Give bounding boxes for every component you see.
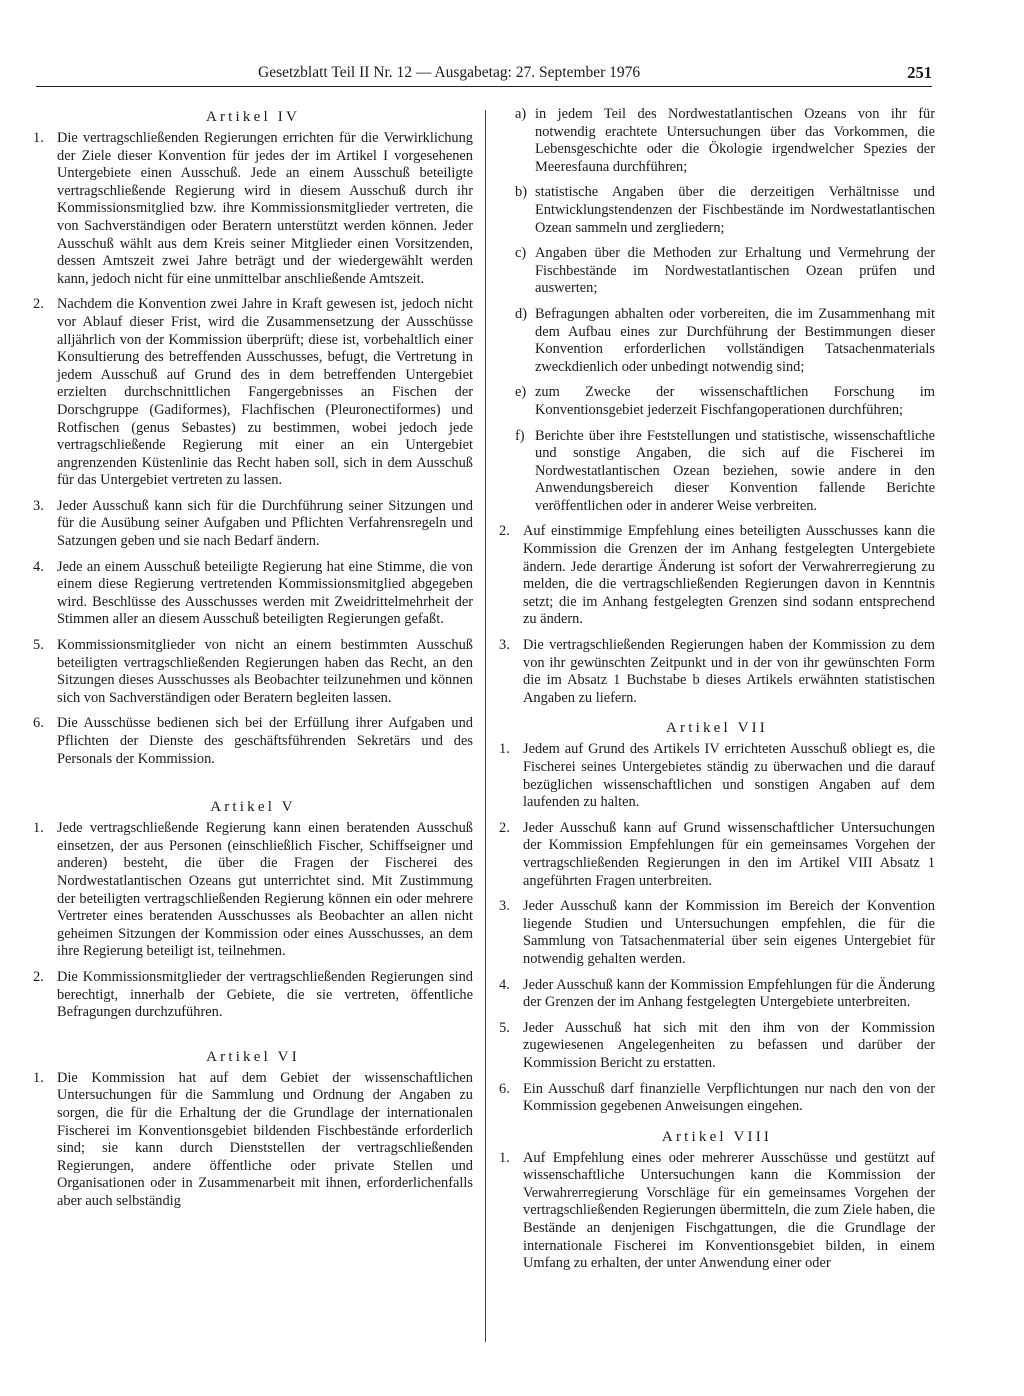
item-number: 2. [33, 968, 44, 985]
article-5-item [33, 969, 473, 1022]
item-text: Die vertragschließenden Regierungen errichten für die Verwirklichung der Ziele dieser Konvention für jedes der im Artikel I vorgesehenen Untergebiete einen Ausschuß. Jede an einem Ausschuß beteiligte vertragschließende Regierung wird in diesem Ausschuß durch ihr Kommissionsmitglied bzw. ihre Kommissionsmitglieder vertreten, die von Sachverständigen oder Beratern unterstützt werden können. Jeder Ausschuß wählt aus dem Kreis seiner Mitglieder einen Vorsitzenden, dessen Amtszeit zwei Jahre beträgt und der wiedergewählt werden kann, jedoch nicht für eine unmittelbar anschließende Amtszeit. [57, 130, 473, 287]
item-number: 4. [499, 976, 510, 993]
article-6-item [499, 637, 935, 707]
item-text: Jedem auf Grund des Artikels IV errichteten Ausschuß obliegt es, die Fischerei seines Untergebietes ständig zu überwachen und die darauf bezüglichen wissenschaftlichen und sonstigen Angaben auf dem laufenden zu halten. [523, 741, 935, 811]
article-7-item [499, 977, 935, 1012]
item-text: Jeder Ausschuß hat sich mit den ihm von der Kommission zugewiesenen Angelegenheiten zu befassen und darüber der Kommission Bericht zu erstatten. [523, 1019, 935, 1071]
subitem-letter: f) [515, 427, 525, 444]
subitem-text: zum Zwecke der wissenschaftlichen Forschung im Konventionsgebiet jederzeit Fischfangoperationen durchführen; [535, 384, 935, 418]
article-8-heading: Artikel VIII [661, 1128, 773, 1145]
item-number: 2. [499, 819, 510, 836]
item-text: Jeder Ausschuß kann der Kommission Empfehlungen für die Änderung der Grenzen der im Anhang festgelegten Untergebiete unterbreiten. [523, 976, 935, 1011]
article-6-subitem [499, 384, 935, 419]
column-divider [485, 110, 486, 1342]
item-number: 3. [499, 898, 510, 915]
article-7-item [499, 1020, 935, 1073]
item-text: Die vertragschließenden Regierungen haben der Kommission zu dem von ihr gewünschten Zeitpunkt und in der von ihr gewünschten Form die im Absatz 1 Buchstabe b dieses Artikels erwähnten statistischen Angaben zu liefern. [523, 637, 935, 706]
left-column [33, 106, 473, 1218]
item-number: 1. [33, 130, 44, 146]
article-6-item [33, 1070, 473, 1211]
subitem-letter: d) [515, 305, 527, 322]
article-4-item [33, 498, 473, 551]
subitem-letter: b) [515, 184, 527, 201]
subitem-letter: e) [515, 384, 527, 401]
subitem-text: Angaben über die Methoden zur Erhaltung und Vermehrung der Fischbestände im Nordwestatlantischen Ozean prüfen und auswerten; [535, 245, 935, 297]
item-text: Jeder Ausschuß kann auf Grund wissenschaftlicher Untersuchungen der Kommission Empfehlungen für ein gemeinsames Vorgehen der vertragschließenden Regierungen in den im Artikel VIII Absatz 1 angeführten Fragen unterbreiten. [523, 819, 935, 889]
item-text: Die Kommission hat auf dem Gebiet der wissenschaftlichen Untersuchungen für die Sammlung und Ordnung der Angaben zu sorgen, die für die Erhaltung der die Grundlage der internationalen Fischerei im Konventionsgebiet bildenden Fischbestände erforderlich sind; sie kann durch Dienststellen der vertragschließenden Regierungen, andere öffentliche oder private Stellen und Organisationen oder in Zusammenarbeit mit ihnen, erforderlichenfalls aber auch selbständig [57, 1069, 473, 1209]
subitem-text: in jedem Teil des Nordwestatlantischen Ozeans von ihr für notwendig erachtete Untersuchungen über das Vorkommen, die Lebensgeschichte oder die Ökologie irgendwelcher Spezies der Meeresfauna durchführen; [535, 106, 935, 175]
item-number: 2. [33, 296, 44, 313]
article-4-heading: Artikel IV [205, 109, 301, 125]
article-6-subitem [499, 306, 935, 376]
item-number: 3. [499, 637, 510, 654]
item-text: Auf einstimmige Empfehlung eines beteiligten Ausschusses kann die Kommission die Grenzen der im Anhang festgelegten Untergebiete ändern. Jede derartige Änderung ist sofort der Verwahrerregierung zu melden, die die vertragschließenden Regierungen davon in Kenntnis setzt; die im Anhang festgelegten Grenzen sind sodann entsprechend zu ändern. [523, 523, 935, 628]
subitem-text: Befragungen abhalten oder vorbereiten, die im Zusammenhang mit dem Aufbau eines zur Durchführung der Bestimmungen dieser Konvention erforderlichen vollständigen Tatsachenmaterials zweckdienlich oder unbedingt notwendig sind; [535, 305, 935, 375]
article-6-item [499, 523, 935, 629]
subitem-letter: c) [515, 245, 527, 262]
page-header [36, 64, 932, 87]
article-5-heading: Artikel V [210, 799, 296, 816]
page-number: 251 [907, 63, 932, 82]
item-number: 5. [33, 637, 44, 654]
subitem-text: statistische Angaben über die derzeitigen Verhältnisse und Entwicklungstendenzen der Fischbestände im Nordwestatlantischen Ozean sammeln und zergliedern; [535, 184, 935, 236]
item-number: 1. [499, 741, 510, 758]
article-4-item [33, 715, 473, 768]
article-7-item [499, 1081, 935, 1116]
article-6-subitem [499, 106, 935, 176]
article-7-item [499, 741, 935, 811]
article-4-item [33, 296, 473, 490]
item-text: Jede an einem Ausschuß beteiligte Regierung hat eine Stimme, die von einem diese Regierung vertretenden Kommissionsmitglied abgegeben wird. Beschlüsse des Ausschusses werden mit Zweidrittelmehrheit der Stimmen aller an diesem Ausschuß beteiligten Regierungen gefaßt. [57, 558, 473, 628]
item-text: Die Ausschüsse bedienen sich bei der Erfüllung ihrer Aufgaben und Pflichten der Dienste des geschäftsführenden Sekretärs und des Personals der Kommission. [57, 715, 473, 767]
header-title: Gesetzblatt Teil II Nr. 12 — Ausgabetag: 27. September 1976 [258, 64, 641, 81]
item-number: 6. [499, 1080, 510, 1097]
item-text: Kommissionsmitglieder von nicht an einem bestimmten Ausschuß beteiligten vertragschließenden Regierungen haben das Recht, an den Sitzungen dieses Ausschusses als Beobachter teilzunehmen und können sich von Sachverständigen oder Beratern begleiten lassen. [57, 637, 473, 706]
subitem-letter: a) [515, 106, 527, 122]
article-6-subitem [499, 428, 935, 516]
article-4-item [33, 637, 473, 707]
item-number: 1. [33, 820, 44, 837]
right-column [499, 106, 935, 1281]
article-6-heading: Artikel VI [206, 1048, 300, 1065]
article-4-item [33, 130, 473, 288]
item-text: Jede vertragschließende Regierung kann einen beratenden Ausschuß einsetzen, der aus Personen (einschließlich Fischer, Schiffseigner und anderen) besteht, die über die Fragen der Fischerei des Nordwestatlantischen Ozeans gut unterrichtet sind. Mit Zustimmung der beteiligten vertragschließenden Regierung können ein oder mehrere Vertreter eines beratenden Ausschusses als Beobachter an allen nicht geheimen Sitzungen der Kommission oder eines Ausschusses, an dem ihre Regierung beteiligt ist, teilnehmen. [57, 820, 473, 960]
item-text: Ein Ausschuß darf finanzielle Verpflichtungen nur nach den von der Kommission gegebenen Anweisungen eingehen. [523, 1080, 935, 1115]
item-number: 4. [33, 558, 44, 575]
item-text: Jeder Ausschuß kann sich für die Durchführung seiner Sitzungen und für die Ausübung seiner Aufgaben und Pflichten Verfahrensregeln und Satzungen geben und sie nach Bedarf ändern. [57, 497, 473, 550]
item-number: 1. [33, 1069, 44, 1086]
item-number: 1. [499, 1149, 510, 1166]
article-6-subitem [499, 245, 935, 298]
item-text: Jeder Ausschuß kann der Kommission im Bereich der Konvention liegende Studien und Untersuchungen empfehlen, die für die Sammlung von Tatsachenmaterial über sein eigenes Untergebiet für notwendig gehalten werden. [523, 898, 935, 967]
item-number: 3. [33, 497, 44, 514]
article-4-item [33, 559, 473, 629]
item-text: Auf Empfehlung eines oder mehrerer Ausschüsse und gestützt auf wissenschaftliche Untersuchungen kann die Kommission der Verwahrerregierung Vorschläge für ein gemeinsames Vorgehen der vertragschließenden Regierungen übermitteln, die zum Ziele haben, die Bestände an denjenigen Fischgattungen, die die Grundlage der internationale Fischerei im Konventionsgebiet bilden, in einem Umfang zu erhalten, der unter Anwendung einer oder [523, 1149, 935, 1272]
article-5-item [33, 820, 473, 961]
item-number: 6. [33, 715, 44, 732]
item-text: Die Kommissionsmitglieder der vertragschließenden Regierungen sind berechtigt, innerhalb der Gebiete, die sie vertreten, öffentliche Befragungen durchzuführen. [57, 968, 473, 1021]
item-number: 5. [499, 1019, 510, 1036]
subitem-text: Berichte über ihre Feststellungen und statistische, wissenschaftliche und sonstige Angaben, die sich auf die Fischerei im Nordwestatlantischen Ozean beziehen, sowie andere in den Anwendungsbereich dieser Konvention fallende Berichte veröffentlichen oder in anderer Weise verbreiten. [535, 427, 935, 514]
item-text: Nachdem die Konvention zwei Jahre in Kraft gewesen ist, jedoch nicht vor Ablauf dieser Frist, wird die Zusammensetzung der Ausschüsse alljährlich von der Kommission überprüft; diese ist, vorbehaltlich einer Konsultierung des betreffenden Ausschusses, befugt, die Vertretung in jedem Ausschuß auf Grund des in dem betreffenden Untergebiet erzielten durchschnittlichen Fangergebnisses an Fischen der Dorschgruppe (Gadiformes), Flachfischen (Pleuronectiformes) und Rotfischen (genus Sebastes) zu bestimmen, wobei jedoch jede vertragschließende Regierung mit einer an ein Untergebiet angrenzenden Küstenlinie das Recht haben soll, sich in dem Ausschuß für das Untergebiet vertreten zu lassen. [57, 296, 473, 489]
article-8-item [499, 1150, 935, 1273]
article-7-heading: Artikel VII [666, 720, 768, 737]
article-7-item [499, 898, 935, 968]
article-7-item [499, 820, 935, 890]
article-6-subitem [499, 184, 935, 237]
item-number: 2. [499, 523, 510, 540]
